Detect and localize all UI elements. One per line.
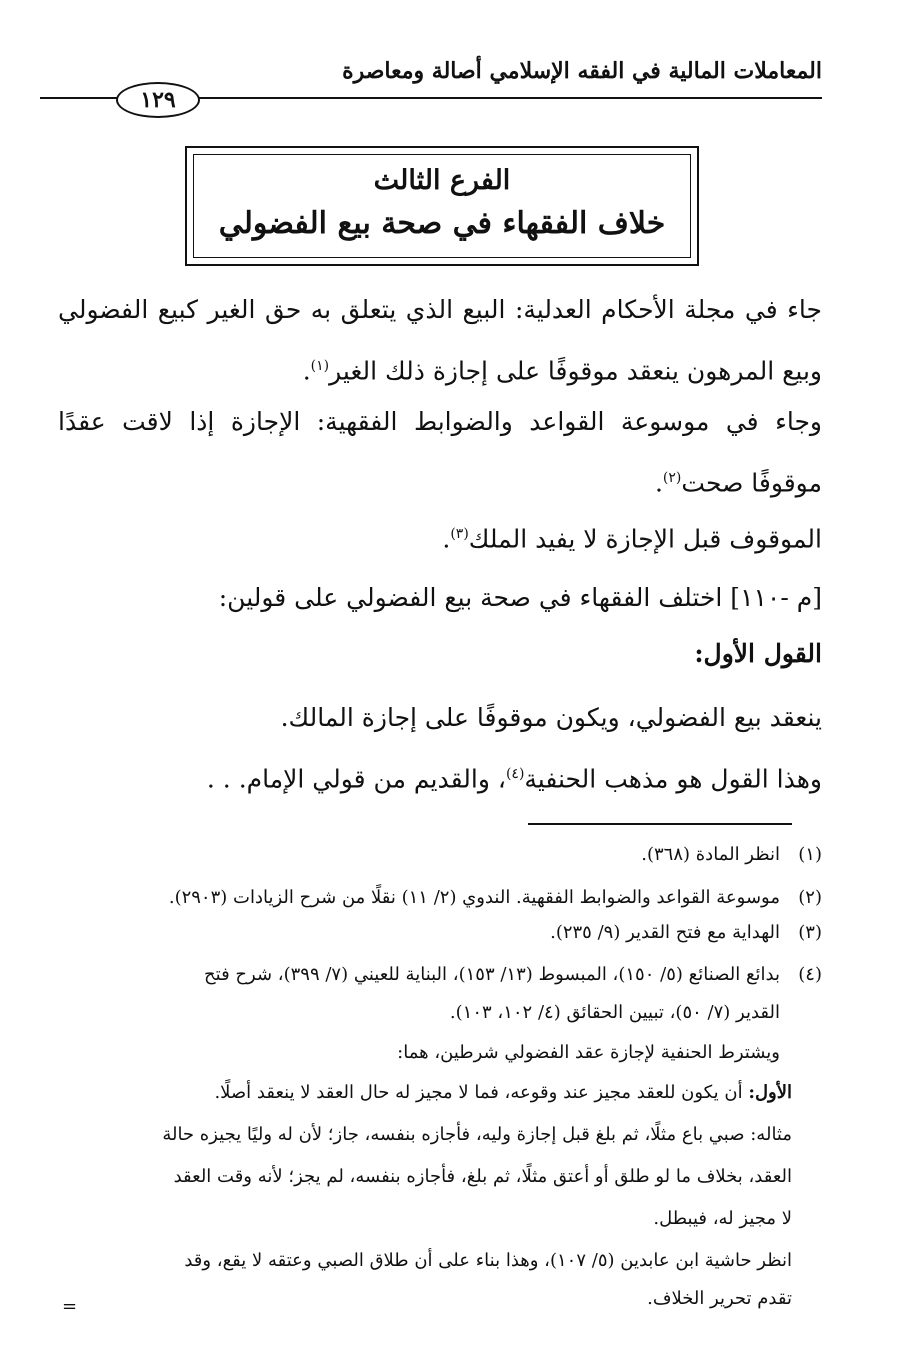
footnote-4-line3: ويشترط الحنفية لإجازة عقد الفضولي شرطين، هما: bbox=[397, 1042, 780, 1063]
footnote-2 bbox=[58, 881, 822, 914]
footnote-number: (٣) bbox=[798, 922, 822, 943]
paragraph-hanafi bbox=[58, 746, 822, 807]
footnote-4-line9: تقدم تحرير الخلاف. bbox=[647, 1288, 792, 1309]
header-rule-left bbox=[40, 97, 118, 99]
footnote-4-line8: انظر حاشية ابن عابدين (٥/ ١٠٧)، وهذا بناء على أن طلاق الصبي وعتقه لا يقع، وقد bbox=[184, 1250, 792, 1271]
footnote-ref-3: (٣) bbox=[450, 526, 469, 542]
paragraph-end: . bbox=[302, 356, 311, 386]
footnote-separator bbox=[528, 823, 792, 825]
footnote-text: أن يكون للعقد مجيز عند وقوعه، فما لا مجيز له حال العقد لا ينعقد أصلًا. bbox=[214, 1082, 743, 1103]
footnote-4-line2: القدير (٧/ ٥٠)، تبيين الحقائق (٤/ ١٠٢، ١٠٣). bbox=[449, 1002, 780, 1023]
running-title: المعاملات المالية في الفقه الإسلامي أصالة ومعاصرة bbox=[342, 58, 822, 84]
footnote-text: موسوعة القواعد والضوابط الفقهية. الندوي (٢/ ١١) نقلًا من شرح الزيادات (٢٩٠٣). bbox=[168, 887, 780, 908]
footnote-bold-label: الأول: bbox=[748, 1082, 792, 1103]
continuation-mark: = bbox=[62, 1296, 78, 1317]
footnote-text: الهداية مع فتح القدير (٩/ ٢٣٥). bbox=[550, 922, 780, 943]
footnote-3 bbox=[58, 916, 822, 949]
footnote-text: بدائع الصنائع (٥/ ١٥٠)، المبسوط (١٣/ ١٥٣)، البناية للعيني (٧/ ٣٩٩)، شرح فتح bbox=[204, 964, 780, 985]
paragraph-end: . bbox=[654, 468, 663, 498]
footnote-4-line5: مثاله: صبي باع مثلًا، ثم بلغ قبل إجازة وليه، فأجازه بنفسه، جاز؛ لأن له وليًا يجيزه حالة bbox=[162, 1124, 792, 1145]
section-heading-box bbox=[185, 146, 699, 266]
paragraph-mawsua bbox=[58, 394, 822, 511]
footnote-number: (١) bbox=[798, 844, 822, 865]
footnote-4 bbox=[58, 958, 822, 991]
paragraph-mawquf bbox=[58, 506, 822, 567]
footnote-4-line6: العقد، بخلاف ما لو طلق أو أعتق مثلًا، ثم بلغ، فأجازه بنفسه، لم يجز؛ لأنه وقت العقد bbox=[173, 1166, 792, 1187]
paragraph-majalla bbox=[58, 282, 822, 399]
header-rule bbox=[196, 97, 822, 99]
section-heading-line1: الفرع الثالث bbox=[373, 165, 511, 196]
footnote-ref-4: (٤) bbox=[505, 766, 525, 782]
paragraph-text-cont: ، والقديم من قولي الإمام. . . bbox=[206, 764, 506, 794]
paragraph-end: . bbox=[442, 524, 451, 554]
section-heading-line2: خلاف الفقهاء في صحة بيع الفضولي bbox=[218, 206, 666, 241]
paragraph-text: الموقوف قبل الإجازة لا يفيد الملك bbox=[468, 524, 822, 554]
paragraph-text: جاء في مجلة الأحكام العدلية: البيع الذي يتعلق به حق الغير كبيع الفضولي وبيع المرهون ينعقد موقوفًا على إجازة ذلك الغير bbox=[58, 295, 822, 386]
footnote-4-line4 bbox=[58, 1076, 792, 1109]
footnote-ref-1: (١) bbox=[310, 358, 330, 374]
footnote-text: انظر المادة (٣٦٨). bbox=[641, 844, 780, 865]
footnote-number: (٤) bbox=[798, 964, 822, 985]
footnote-4-line7: لا مجيز له، فيبطل. bbox=[653, 1208, 792, 1229]
paragraph-yanaqid: ينعقد بيع الفضولي، ويكون موقوفًا على إجازة المالك. bbox=[280, 703, 822, 732]
paragraph-ikhtilaf: [م -١١٠] اختلف الفقهاء في صحة بيع الفضولي على قولين: bbox=[218, 583, 822, 612]
page-number: ١٢٩ bbox=[116, 82, 200, 118]
footnote-ref-2: (٢) bbox=[662, 470, 682, 486]
section-heading-inner bbox=[193, 154, 691, 258]
footnote-1 bbox=[58, 838, 822, 871]
paragraph-text: وجاء في موسوعة القواعد والضوابط الفقهية: الإجازة إذا لاقت عقدًا موقوفًا صحت bbox=[58, 407, 822, 498]
footnote-number: (٢) bbox=[798, 887, 822, 908]
paragraph-text: وهذا القول هو مذهب الحنفية bbox=[524, 764, 822, 794]
subheading-first-opinion: القول الأول: bbox=[694, 639, 822, 668]
